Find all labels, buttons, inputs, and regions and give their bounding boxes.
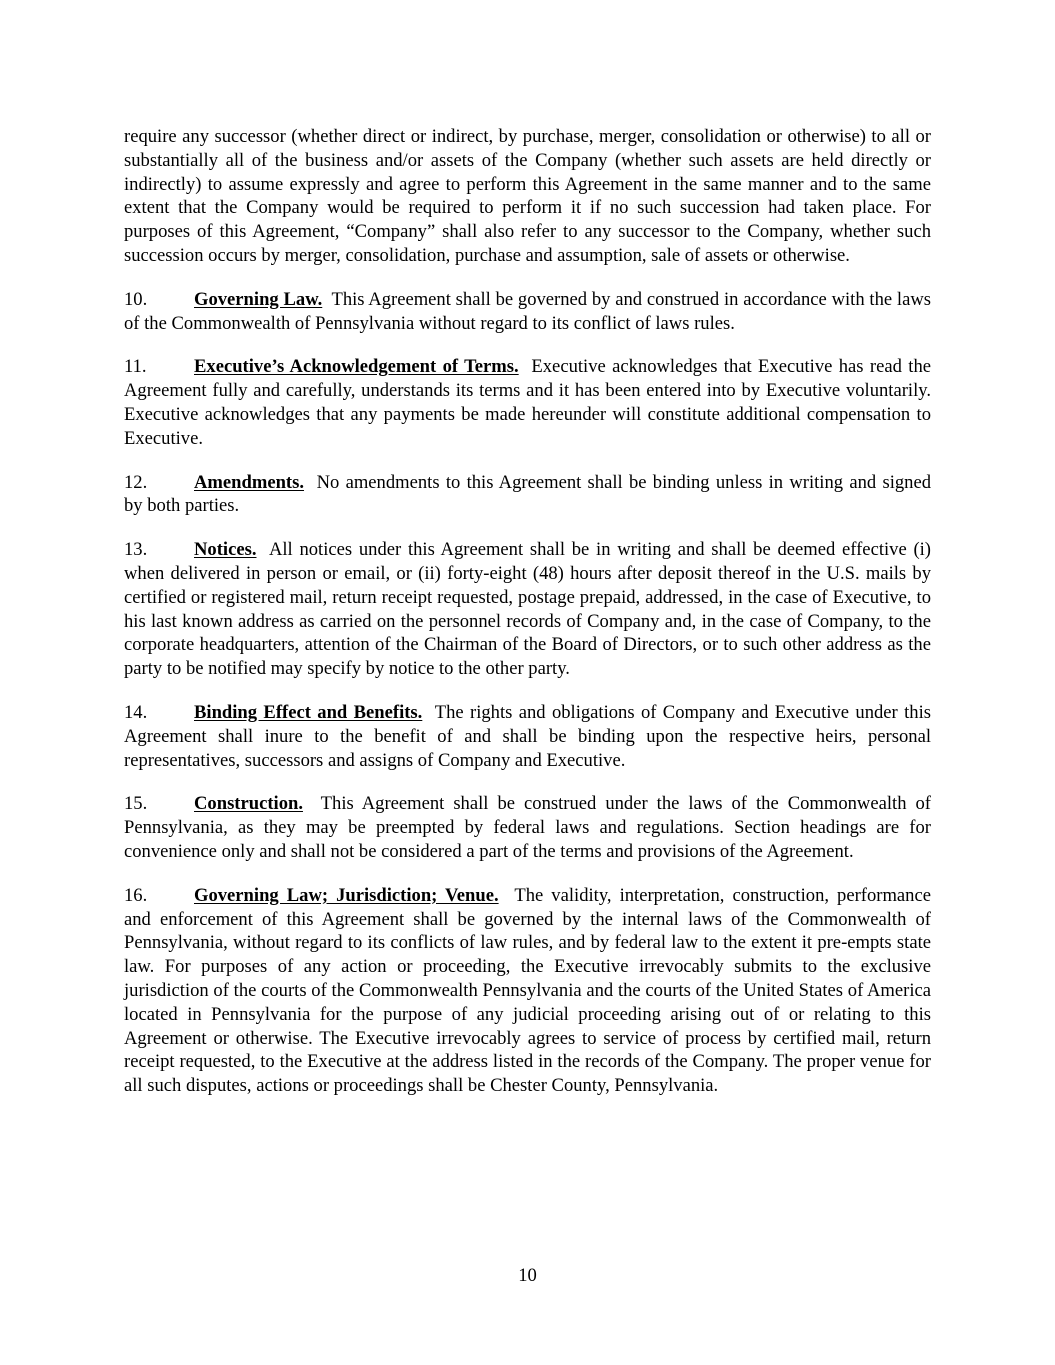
section-text: All notices under this Agreement shall be in writing and shall be deemed effective (i) when delivered in person or email, or (ii) forty-eight (48) hours after deposit thereof in the U.S. mails by certified or registered mail, return receipt requested, postage prepaid, addressed, in the case of Executive, to his last known address as carried on the personnel records of Company and, in the case of Company, to the corporate headquarters, attention of the Chairman of the Board of Directors, or to such other address as the party to be notified may specify by notice to the other party. (124, 539, 931, 680)
section-11 (124, 355, 931, 450)
section-heading: Construction. (194, 793, 303, 815)
section-heading: Binding Effect and Benefits. (194, 701, 423, 723)
section-10 (124, 288, 931, 336)
section-text: No amendments to this Agreement shall be binding unless in writing and signed by both parties. (124, 471, 932, 517)
section-heading: Amendments. (194, 471, 305, 493)
section-heading: Governing Law. (194, 288, 323, 310)
section-15 (124, 792, 931, 863)
section-text: The validity, interpretation, construction, performance and enforcement of this Agreement shall be governed by the internal laws of the Commonwealth of Pennsylvania, without regard to its conflicts of law rules, and by federal law to the extent it pre-empts state law. For purposes of any action or proceeding, the Executive irrevocably submits to the exclusive jurisdiction of the courts of the Commonwealth Pennsylvania and the courts of the United States of America located in Pennsylvania for the purpose of any judicial proceeding arising out of or relating to this Agreement or otherwise. The Executive irrevocably agrees to service of process by certified mail, return receipt requested, to the Executive at the address listed in the records of the Company. The proper venue for all such disputes, actions or proceedings shall be Chester County, Pennsylvania. (124, 884, 931, 1097)
section-14 (124, 701, 931, 772)
section-number: 16. (124, 884, 148, 906)
section-heading: Notices. (194, 539, 257, 561)
document-body (124, 125, 931, 1118)
continuation-paragraph: require any successor (whether direct or indirect, by purchase, merger, consolidation or otherwise) to all or substantially all of the business and/or assets of the Company (whether such assets are held directly or indirectly) to assume expressly and agree to perform this Agreement in the same manner and to the same extent that the Company would be required to perform it if no such succession had taken place. For purposes of this Agreement, “Company” shall also refer to any successor to the Company, whether such succession occurs by merger, consolidation, purchase and assumption, sale of assets or otherwise. (124, 126, 931, 266)
section-number: 10. (124, 288, 148, 310)
section-number: 12. (124, 471, 148, 493)
section-13 (124, 538, 931, 681)
section-number: 11. (124, 356, 147, 378)
section-text: The rights and obligations of Company and Executive under this Agreement shall inure to the benefit of and shall be binding upon the respective heirs, personal representatives, successors and assigns of Company and Executive. (124, 701, 931, 771)
section-number: 15. (124, 793, 148, 815)
section-text: This Agreement shall be governed by and construed in accordance with the laws of the Commonwealth of Pennsylvania without regard to its conflict of laws rules. (124, 288, 932, 334)
section-16 (124, 884, 931, 1098)
page-number: 10 (518, 1265, 537, 1286)
section-number: 13. (124, 539, 148, 561)
section-text: Executive acknowledges that Executive has read the Agreement fully and carefully, understands its terms and it has been entered into by Executive voluntarily. Executive acknowledges that any payments be made hereunder will constitute additional compensation to Executive. (124, 356, 931, 449)
section-12 (124, 471, 931, 519)
section-number: 14. (124, 701, 148, 723)
section-heading: Governing Law; Jurisdiction; Venue. (194, 884, 499, 906)
section-heading: Executive’s Acknowledgement of Terms. (194, 356, 519, 378)
section-text: This Agreement shall be construed under the laws of the Commonwealth of Pennsylvania, as they may be preempted by federal laws and regulations. Section headings are for convenience only and shall not be considered a part of the terms and provisions of the Agreement. (124, 793, 931, 862)
